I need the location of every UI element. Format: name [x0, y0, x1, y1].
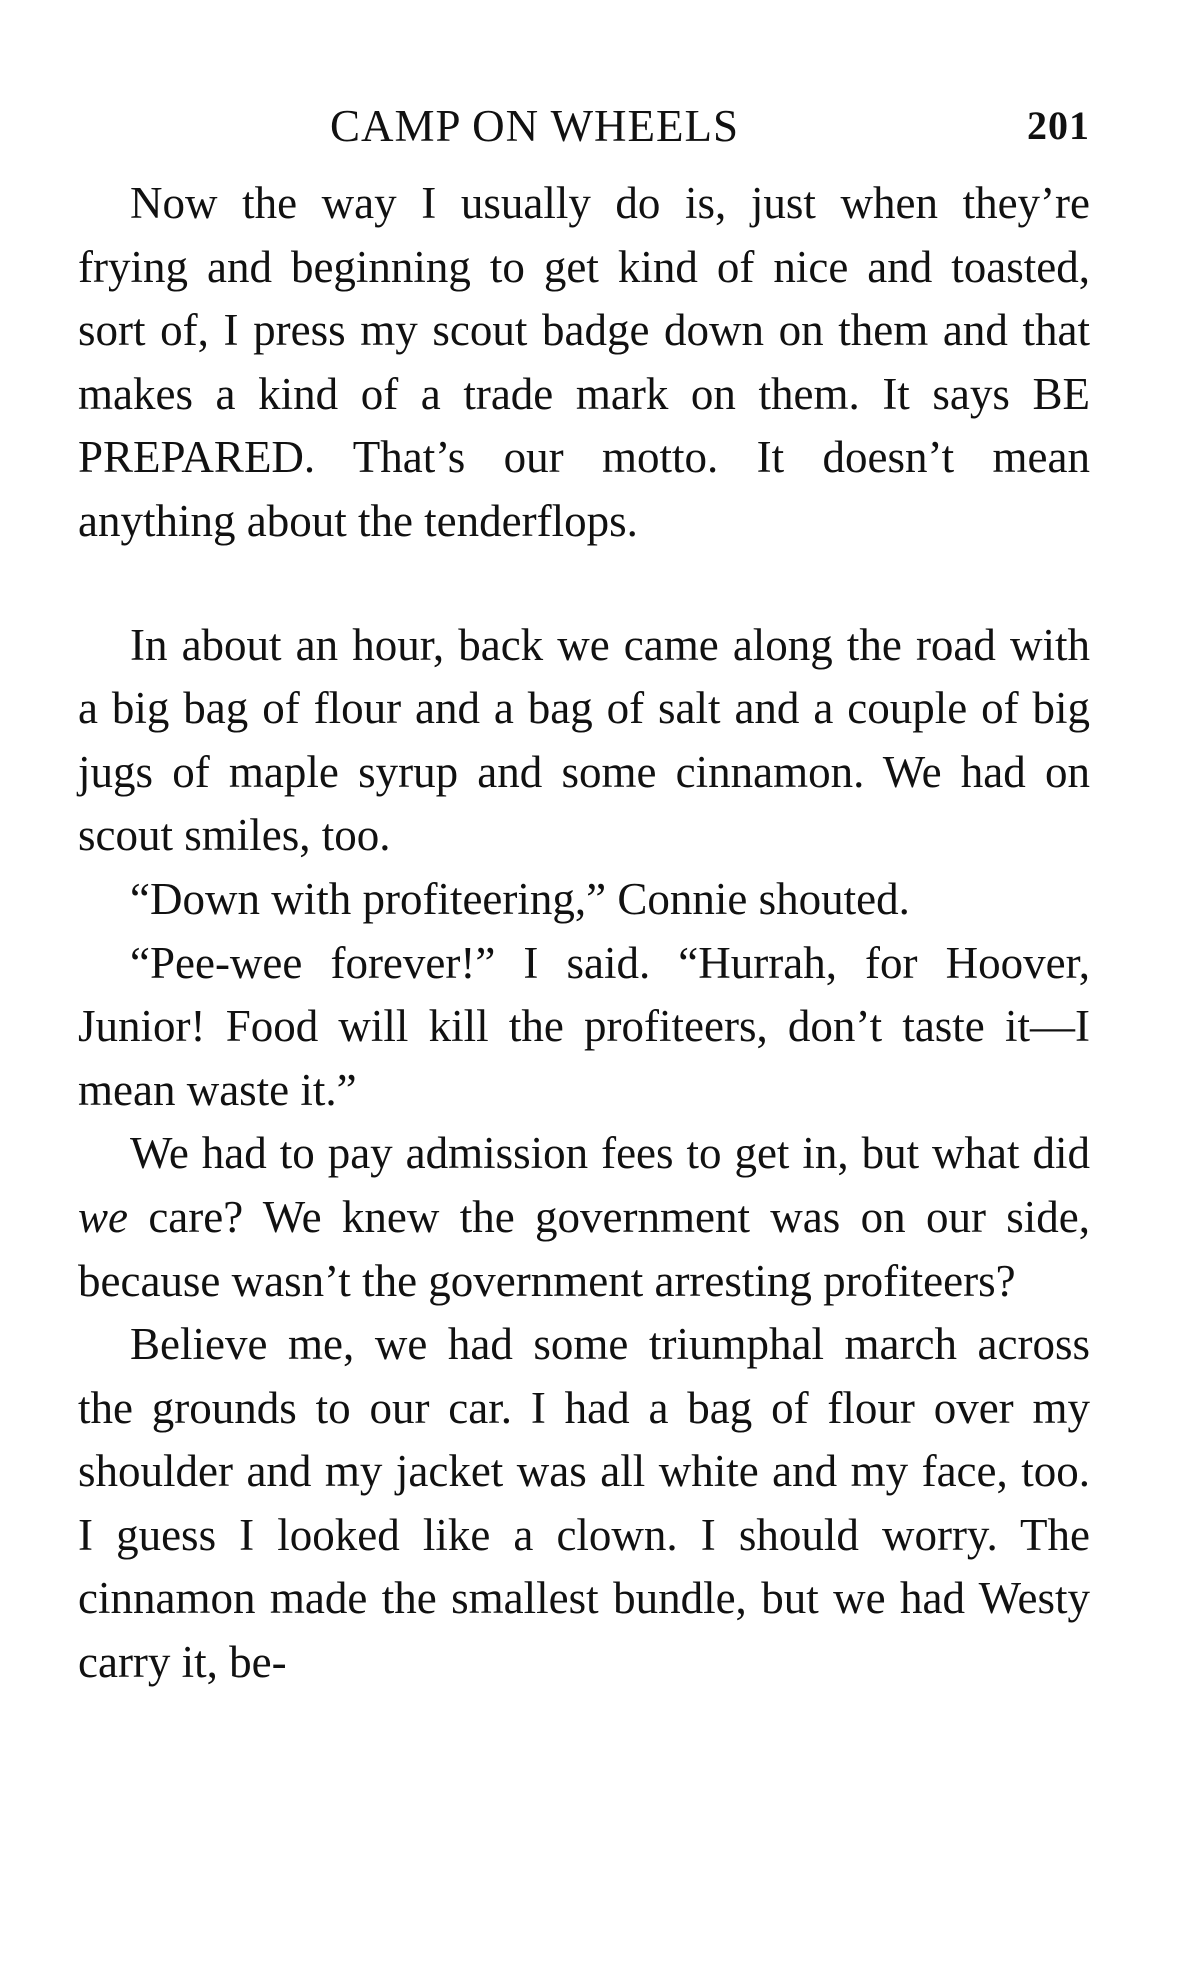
- body-text: [78, 172, 1090, 1695]
- paragraph-admission-fees-before: We had to pay admission fees to get in, but what did: [130, 1128, 1090, 1179]
- paragraph-admission-fees-after: care? We knew the government was on our side, because wasn’t the government arresting profiteers?: [78, 1191, 1090, 1306]
- page-header: [78, 96, 1090, 156]
- paragraph-admission-fees-emphasis: we: [78, 1191, 128, 1242]
- paragraph-triumphal-march: Believe me, we had some triumphal march across the grounds to our car. I had a bag of flour over my shoulder and my jacket was all white and my face, too. I guess I looked like a clown. I should worry. The cinnamon made the smallest bundle, but we had Westy carry it, be-: [78, 1319, 1090, 1688]
- book-page: [78, 0, 1090, 1966]
- paragraph-admission-fees: [78, 1122, 1090, 1313]
- paragraph-pee-wee-forever: “Pee-wee forever!” I said. “Hurrah, for Hoover, Junior! Food will kill the profiteers, don’t taste it—I mean waste it.”: [78, 937, 1090, 1115]
- running-title: CAMP ON WHEELS: [330, 101, 740, 151]
- page-number: 201: [1027, 103, 1090, 148]
- paragraph-connie-shouted: “Down with profiteering,” Connie shouted.: [130, 873, 910, 924]
- paragraph-return-with-supplies: In about an hour, back we came along the road with a big bag of flour and a bag of salt and a couple of big jugs of maple syrup and some cinnamon. We had on scout smiles, too.: [78, 619, 1090, 861]
- paragraph-badge-trade-mark: Now the way I usually do is, just when they’re frying and beginning to get kind of nice and toasted, sort of, I press my scout badge down on them and that makes a kind of a trade mark on them. It says BE PREPARED. That’s our motto. It doesn’t mean anything about the tenderflops.: [78, 178, 1090, 546]
